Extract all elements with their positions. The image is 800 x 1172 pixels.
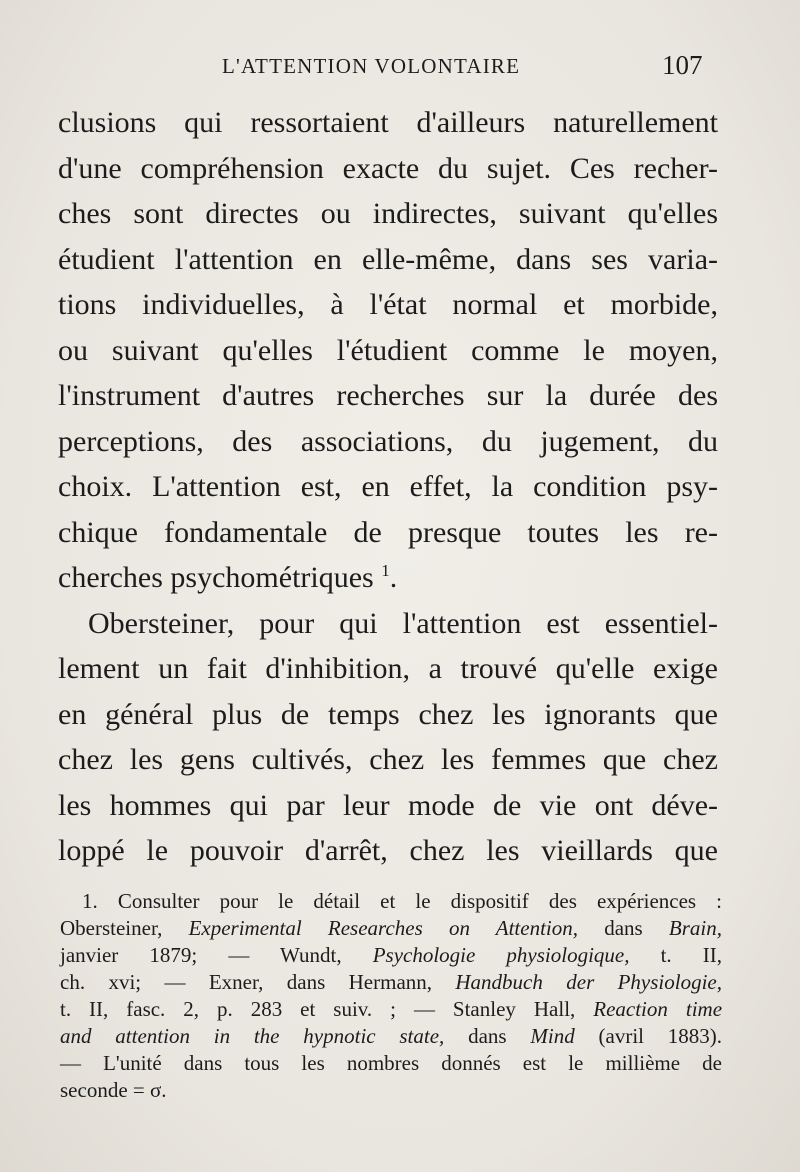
- footnote-line: [60, 915, 722, 942]
- footnote-text: (avril 1883).: [598, 1024, 723, 1048]
- text-line: en général plus de temps chez les ignorants que: [58, 697, 718, 731]
- line-end-punctuation: .: [389, 561, 398, 594]
- footnote-line: — L'unité dans tous les nombres donnés est le millième de: [60, 1051, 722, 1075]
- page-number: 107: [662, 50, 703, 80]
- footnote-line: seconde = σ.: [60, 1078, 167, 1102]
- footnote-reference: 1: [381, 561, 390, 580]
- footnote-line: [60, 1023, 722, 1050]
- footnote-text: Obersteiner,: [60, 916, 163, 940]
- text-line: ou suivant qu'elles l'étudient comme le moyen,: [58, 333, 718, 367]
- footnote-italic: Handbuch der Physiologie,: [455, 970, 723, 994]
- footnote-line: [60, 969, 722, 996]
- footnote-text: dans: [468, 1024, 507, 1048]
- text-line: perceptions, des associations, du jugement, du: [58, 424, 718, 458]
- text-line: l'instrument d'autres recherches sur la durée des: [58, 379, 718, 412]
- body-text: [58, 100, 718, 874]
- text-line: loppé le pouvoir d'arrêt, chez les vieillards que: [58, 834, 718, 867]
- running-head-title: L'ATTENTION VOLONTAIRE: [222, 54, 521, 78]
- footnote-text: dans: [604, 916, 643, 940]
- text-line: étudient l'attention en elle-même, dans ses varia-: [58, 242, 718, 276]
- text-line: tions individuelles, à l'état normal et morbide,: [58, 288, 718, 321]
- footnote-line: [60, 942, 722, 969]
- footnote-text: ch. xvi; — Exner, dans Hermann,: [60, 970, 433, 994]
- footnote-italic: and attention in the hypnotic state,: [60, 1024, 445, 1048]
- paragraph-end-line: [58, 555, 718, 601]
- paragraph-start-line: Obersteiner, pour qui l'attention est essentiel-: [88, 606, 718, 640]
- footnote-italic: Experimental Researches on Attention,: [188, 916, 579, 940]
- text-line: choix. L'attention est, en effet, la condition psy-: [58, 470, 718, 503]
- footnote-italic: Brain,: [668, 916, 723, 940]
- footnote-line: 1. Consulter pour le détail et le dispositif des expériences :: [82, 889, 722, 913]
- footnote-text: t. II,: [660, 943, 723, 967]
- text-line: d'une compréhension exacte du sujet. Ces recher-: [58, 151, 718, 185]
- text-line: chez les gens cultivés, chez les femmes que chez: [58, 743, 718, 776]
- running-head: [0, 50, 800, 80]
- footnote-italic: Mind: [530, 1024, 575, 1048]
- text-line: clusions qui ressortaient d'ailleurs naturellement: [58, 106, 718, 139]
- footnote-text: t. II, fasc. 2, p. 283 et suiv. ; — Stanley Hall,: [60, 997, 576, 1021]
- footnote-text: janvier 1879; — Wundt,: [60, 943, 342, 967]
- text-line: lement un fait d'inhibition, a trouvé qu'elle exige: [58, 652, 718, 685]
- text-line: chique fondamentale de presque toutes les re-: [58, 515, 718, 549]
- footnote-italic: Reaction time: [593, 997, 723, 1021]
- text-line: les hommes qui par leur mode de vie ont déve-: [58, 788, 718, 822]
- text-line: ches sont directes ou indirectes, suivant qu'elles: [58, 197, 718, 230]
- footnote: [60, 888, 722, 1104]
- footnote-italic: Psychologie physiologique,: [372, 943, 630, 967]
- footnote-line: [60, 996, 722, 1023]
- text-line-content: cherches psychométriques: [58, 561, 374, 594]
